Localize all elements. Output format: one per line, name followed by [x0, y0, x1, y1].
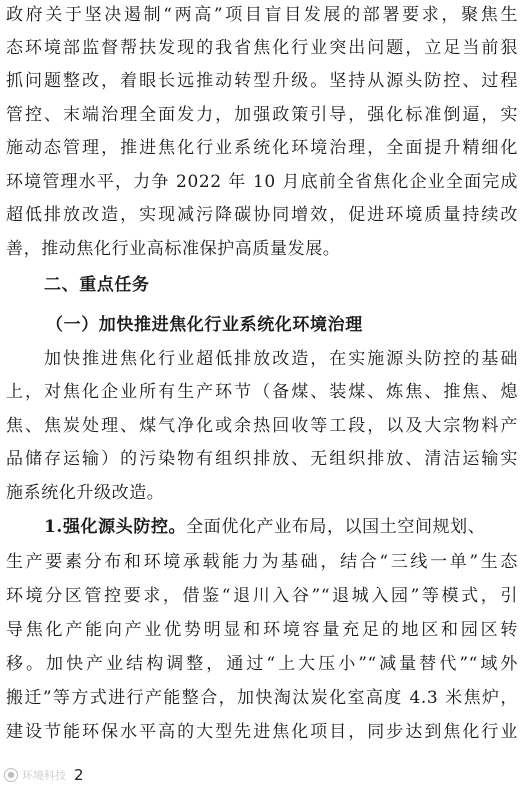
text-line: 建设节能环保水平高的大型先进焦化项目，同步达到焦化行业	[6, 722, 518, 742]
subheading: （一）加快推进焦化行业系统化环境治理	[46, 315, 363, 335]
text-line: 施动态管理，推进焦化行业系统化环境治理，全面提升精细化	[6, 138, 518, 158]
text-line: 环境管理水平，力争 2022 年 10 月底前全省焦化企业全面完成	[6, 172, 518, 192]
text-line: 焦、焦炭处理、煤气净化或余热回收等工段，以及大宗物料产	[6, 416, 518, 436]
text-line: 移。加快产业结构调整，通过“上大压小”“减量替代”“域外	[6, 654, 518, 674]
text-line: 搬迁”等方式进行产能整合，加快淘汰炭化室高度 4.3 米焦炉，	[6, 688, 518, 708]
text-line: 上，对焦化企业所有生产环节（备煤、装煤、炼焦、推焦、熄	[6, 382, 518, 402]
text-line: 施系统化升级改造。	[6, 483, 165, 503]
text-line: 态环境部监督帮扶发现的我省焦化行业突出问题，立足当前狠	[6, 38, 518, 58]
text-line: 品储存运输）的污染物有组织排放、无组织排放、清洁运输实	[6, 449, 518, 469]
text-line: 善，推动焦化行业高标准保护高质量发展。	[6, 239, 341, 259]
text-line: 生产要素分布和环境承载能力为基础，结合“三线一单”生态	[6, 552, 518, 572]
page-footer	[4, 766, 84, 784]
text-line: 导焦化产能向产业优势明显和环境容量充足的地区和园区转	[6, 620, 518, 640]
text-line: 抓问题整改，着眼长远推动转型升级。坚持从源头防控、过程	[6, 71, 518, 91]
section-heading: 二、重点任务	[44, 275, 150, 295]
watermark-icon: ●	[4, 768, 18, 782]
text-line: 加快推进焦化行业超低排放改造，在实施源头防控的基础	[44, 349, 518, 369]
text-line: 管控、末端治理全面发力，加强政策引导，强化标准倒逼，实	[6, 105, 518, 125]
text-line: 政府关于坚决遏制“两高”项目盲目发展的部署要求，聚焦生	[6, 5, 518, 25]
text-line: 环境分区管控要求，借鉴“退川入谷”“退城入园”等模式，引	[6, 586, 518, 606]
item-1-label: 1.强化源头防控。	[44, 517, 187, 537]
item-1-text: 全面优化产业布局，以国土空间规划、	[186, 517, 486, 537]
page-number: 2	[74, 766, 84, 784]
watermark-text: 环境科技	[22, 769, 66, 782]
item-1-first-line	[44, 516, 518, 538]
text-line: 超低排放改造，实现减污降碳协同增效，促进环境质量持续改	[6, 205, 518, 225]
